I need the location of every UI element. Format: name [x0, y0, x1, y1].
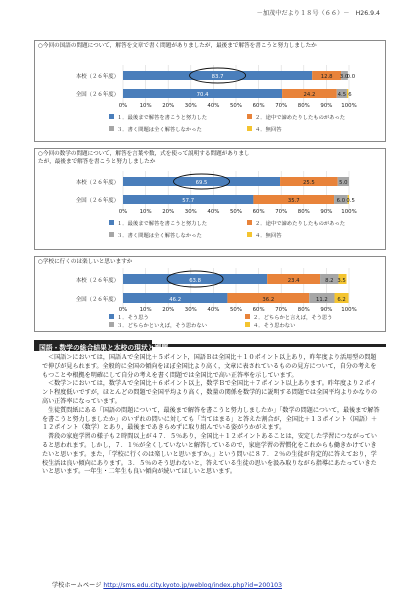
data-label: 0.5	[346, 198, 355, 204]
data-label: 23.4	[287, 278, 300, 284]
panel-title-line: ○今回の国語の問題について，解答を文章で書く問題がありましたが，最後まで解答を書こうと努力しましたか	[38, 43, 317, 49]
legend-label: ４．そう思わない	[253, 323, 296, 329]
panel-title-line: たが，最後まで解答を書こうと努力しましたか	[38, 158, 156, 165]
x-tick-label: 90%	[320, 209, 333, 215]
data-label: 11.2	[315, 297, 328, 303]
x-tick-label: 10%	[139, 307, 152, 313]
legend-swatch	[247, 220, 252, 225]
stacked-bar-chart	[35, 149, 385, 249]
x-tick-label: 0%	[118, 307, 128, 313]
data-label: 24.2	[303, 92, 316, 98]
legend-swatch	[109, 232, 114, 237]
legend-label: ２．どちらかと言えば，そう思う	[253, 315, 333, 321]
data-label: 70.4	[196, 92, 209, 98]
x-tick-label: 90%	[320, 307, 333, 313]
x-tick-label: 20%	[162, 103, 175, 109]
legend-swatch	[245, 314, 250, 319]
school-homepage-link[interactable]: http://sms.edu.city.kyoto.jp/weblog/index.php?id=200103	[103, 582, 282, 589]
legend-swatch	[109, 314, 114, 319]
x-tick-label: 100%	[341, 103, 357, 109]
x-tick-label: 80%	[297, 103, 310, 109]
x-tick-label: 0%	[118, 209, 128, 215]
x-tick-label: 100%	[341, 209, 357, 215]
legend-swatch	[247, 114, 252, 119]
panel-title-line: ○今回の数学の問題について，解答を言葉や数，式を使って説明する問題がありまし	[38, 151, 250, 157]
legend-label: ２．途中で諦めたりしたものがあった	[255, 221, 345, 227]
data-label: 83.7	[211, 74, 224, 80]
x-tick-label: 30%	[184, 307, 197, 313]
x-tick-label: 20%	[162, 209, 175, 215]
data-label: 4.5	[337, 92, 347, 98]
legend-label: １．最後まで解答を書こうと努力した	[117, 115, 208, 121]
category-label: 全国（２６年度）	[75, 92, 119, 98]
legend-swatch	[109, 322, 114, 327]
legend-swatch	[109, 114, 114, 119]
category-label: 本校（２６年度）	[75, 74, 119, 80]
stacked-bar-chart	[35, 41, 385, 141]
x-tick-label: 20%	[162, 307, 175, 313]
section-heading	[34, 340, 386, 351]
x-tick-label: 10%	[139, 209, 152, 215]
data-label: 25.5	[302, 180, 315, 186]
data-label: 6	[348, 92, 352, 98]
paragraph-kokugo: ＜国語＞においては，国語Ａで全国比＋５ポイント，国語Ｂは全国比＋１０ポイント以上あり，昨年度より活用型の問題で伸びが見られます。全般的に全国の傾向をほぼ全国比より高く，文章に表されているものの見方について，自分の考えをもつことや根拠を明確にして自分の考えを書く問題では全国比で高い正答率を示しています。	[42, 354, 377, 379]
legend-label: ４．無回答	[255, 127, 282, 133]
data-label: 63.8	[189, 278, 201, 284]
x-tick-label: 90%	[320, 103, 333, 109]
legend-swatch	[245, 322, 250, 327]
data-label: 46.2	[169, 297, 182, 303]
x-tick-label: 30%	[184, 103, 197, 109]
x-tick-label: 10%	[139, 103, 152, 109]
x-tick-label: 50%	[230, 103, 242, 109]
legend-swatch	[109, 220, 114, 225]
data-label: 3.0	[339, 74, 349, 80]
x-tick-label: 40%	[207, 209, 220, 215]
paragraph-survey: 生徒質問紙にある「国語の問題について，最後まで解答を書こうと努力しましたか」「数学の問題について，最後まで解答を書こうと努力しましたか」のいずれの問いに対しても「当てはまる」と答えた割合が，全国比＋１３ポイント（国語）＋１２ポイント（数学）とあり，最後まであきらめずに取り組んでいる姿がうかがえます。	[42, 406, 380, 432]
page-header: －加茂中だより１８号（６６）－ H26.9.4	[256, 10, 380, 17]
legend-label: ４．無回答	[255, 233, 282, 239]
legend-swatch	[109, 126, 114, 131]
data-label: 57.7	[182, 198, 195, 204]
x-tick-label: 70%	[275, 209, 288, 215]
section-title: 国語・数学の総合結果と本校の現状と課題	[39, 343, 169, 352]
category-label: 本校（２６年度）	[75, 180, 119, 186]
legend-label: ３．どちらかといえば，そう思わない	[117, 323, 208, 329]
data-label: 6.0	[336, 198, 346, 204]
data-label: 36.2	[262, 297, 275, 303]
legend-label: ２．途中で諦めたりしたものがあった	[255, 115, 345, 121]
x-tick-label: 70%	[275, 307, 288, 313]
data-label: 3.5	[337, 278, 346, 284]
footer	[52, 580, 282, 589]
x-tick-label: 80%	[297, 307, 310, 313]
chart-panel-sugaku	[34, 148, 386, 250]
paragraph-sugaku: ＜数学＞においては，数学Ａで全国比＋６ポイント以上，数学Ｂで全国比＋７ポイント以上あります。昨年度より２ポイント程度低いですが，ほとんどの問題で全国平均より高く，数量の関係を数学的に説明する問題では全国平均よりかなりの高い正答率になっています。	[42, 380, 378, 405]
x-tick-label: 100%	[341, 307, 357, 313]
x-tick-label: 60%	[252, 307, 265, 313]
data-label: 5.0	[339, 180, 348, 186]
report-body	[42, 354, 382, 477]
x-tick-label: 80%	[297, 209, 310, 215]
chart-panel-school	[34, 256, 386, 332]
legend-label: ３．書く問題は全く解答しなかった	[117, 233, 202, 239]
data-label: 8.2	[325, 278, 334, 284]
stacked-bar-chart	[35, 257, 385, 331]
x-tick-label: 40%	[207, 103, 220, 109]
category-label: 本校（２６年度）	[75, 278, 119, 284]
data-label: 0.0	[346, 74, 356, 80]
x-tick-label: 0%	[118, 103, 128, 109]
data-label: 6.2	[337, 297, 346, 303]
legend-label: ３．書く問題は全く解答しなかった	[117, 127, 202, 133]
legend-swatch	[247, 232, 252, 237]
legend-swatch	[247, 126, 252, 131]
data-label: 12.8	[320, 74, 333, 80]
x-tick-label: 50%	[230, 307, 242, 313]
panel-title-line: ○学校に行くのは楽しいと思いますか	[38, 259, 133, 265]
x-tick-label: 30%	[184, 209, 197, 215]
data-label: 69.5	[195, 180, 208, 186]
x-tick-label: 60%	[252, 209, 265, 215]
chart-panel-kokugo	[34, 40, 386, 142]
category-label: 全国（２６年度）	[75, 198, 119, 204]
section-heading-rule	[152, 344, 386, 347]
x-tick-label: 40%	[207, 307, 220, 313]
data-label: 35.7	[287, 198, 300, 204]
legend-label: １．最後まで解答を書こうと努力した	[117, 221, 208, 227]
x-tick-label: 70%	[275, 103, 288, 109]
legend-label: １．そう思う	[117, 315, 149, 321]
category-label: 全国（２６年度）	[75, 297, 119, 303]
paragraph-home-study: 普段の家庭学習の様子も２時間以上が４７．５％あり，全国比＋１２ポイントあることは，安定した学習につながっていると思われます。しかし，７．１％が全くしていないと解答しているので，家庭学習の習慣化をこれからも働きかけていきたいと思います。また，「学校に行くのは楽しいと思いますか。」という問いに８７．２％の生徒が肯定的に答えており，学校生活は良い傾向にあります。３．５％のそう思わないと，答えている生徒の思いを汲み取りながら指導にあたっていきたいと思います。一年生・二年生も良い傾向が続いてほしいと思います。	[42, 433, 377, 476]
x-tick-label: 50%	[230, 209, 242, 215]
footer-label: 学校ホームページ	[52, 582, 102, 589]
x-tick-label: 60%	[252, 103, 265, 109]
